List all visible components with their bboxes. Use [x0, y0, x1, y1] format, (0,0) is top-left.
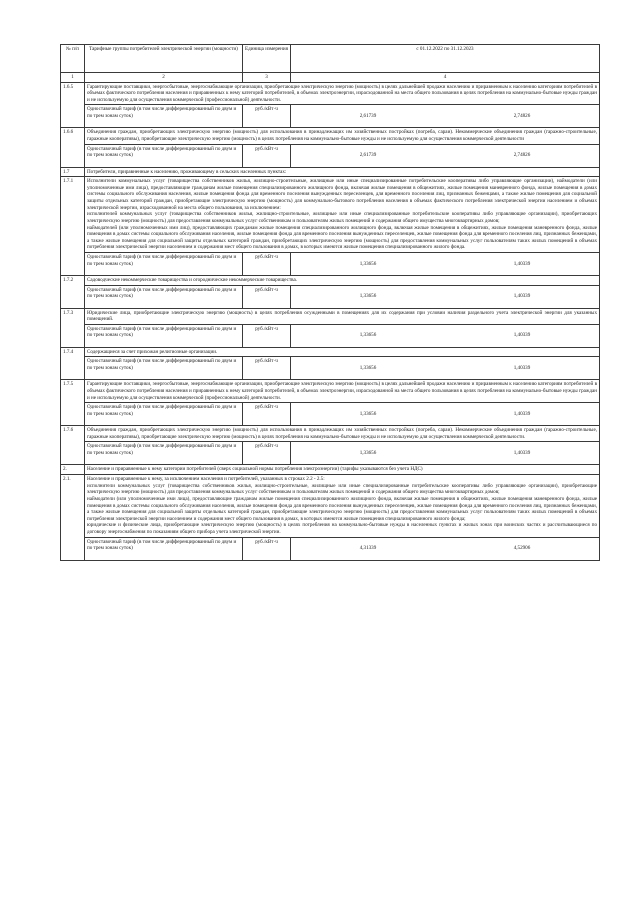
tariff-value-row	[61, 105, 600, 128]
table-row	[61, 82, 600, 105]
row-description	[85, 128, 600, 144]
tariff-type-label: Одноставочный тариф (в том числе дифференцированный по двум и по трем зонам суток)	[85, 285, 243, 308]
tariff-values	[291, 105, 599, 127]
unit-cell: руб./кВт·ч	[243, 144, 291, 167]
description-paragraph: наймодателей (или уполномоченных ими лиц), предоставляющих гражданам жилые помещения специализированного жилищного фонда, включая жилые помещения в общежитиях, жилые помещения маневренного фонда, жилые помещения в домах системы социального обслуживания населения, жилые помещения фонда для временного поселения вынужденных переселенцев, жилые помещения фонда для временного поселения лиц, признанных беженцами, а также жилые помещения для социальной защиты отдельных категорий граждан, приобретающих электрическую энергию (мощность) для предоставления коммунальных услуг пользователям таких жилых помещений в объемах потребления электрической энергии населением и содержания мест общего пользования в домах, в которых имеются жилые помещения специализированного жилого фонда.	[87, 224, 597, 251]
tariff-value-row	[61, 285, 600, 308]
tariff-values-cell	[291, 252, 600, 275]
tariff-value-first-half: 1,33656	[359, 410, 377, 417]
description-paragraph: Содержащиеся за счет прихожан религиозные организации.	[87, 348, 218, 355]
unit-cell: руб./кВт·ч	[243, 324, 291, 347]
tariff-value-second-half: 1,40339	[513, 332, 531, 339]
row-description	[85, 177, 600, 253]
table-row	[61, 347, 600, 357]
tariff-type-label: Одноставочный тариф (в том числе дифференцированный по двум и по трем зонам суток)	[85, 252, 243, 275]
table-row	[61, 177, 600, 253]
tariff-type-label: Одноставочный тариф (в том числе дифференцированный по двум и по трем зонам суток)	[85, 403, 243, 426]
tariff-values-cell	[291, 105, 600, 128]
tariff-type-label: Одноставочный тариф (в том числе дифференцированный по двум и по трем зонам суток)	[85, 144, 243, 167]
tariff-table	[60, 44, 600, 561]
description-paragraph: Юридические лица, приобретающие электрическую энергию (мощность) в целях потребления осужденными в помещениях для их содержания при условии наличия раздельного учета электрической энергии для указанных помещений.	[87, 309, 597, 323]
table-row	[61, 465, 600, 475]
row-description	[85, 347, 600, 357]
tariff-values	[291, 286, 599, 308]
row-description	[85, 426, 600, 442]
description-paragraph: Исполнители коммунальных услуг (товарищества собственников жилья, жилищно-строительные, жилищные или иные специализированные потребительские кооперативы либо управляющие организации), наймодатели (или уполномоченные ими лица), предоставляющие гражданам жилые помещения специализированного жилищного фонда, включая жилые помещения в общежитиях, жилые помещения маневренного фонда, жилые помещения в домах системы социального обслуживания населения, жилые помещения фонда для временного поселения вынужденных переселенцев, для временного поселения лиц, признанных беженцами, а также жилые помещения для социальной защиты отдельных категорий граждан, приобретающие электрическую энергию (мощность) для коммунально-бытового потребления населения в объемах фактического потребления электрической энергии населением и объемах электрической энергии, израсходованной на места общего пользования, за исключением:	[87, 178, 597, 211]
table-row	[61, 308, 600, 324]
tariff-values	[291, 403, 599, 425]
index-3: 3	[243, 73, 291, 83]
tariff-type-label: Одноставочный тариф (в том числе дифференцированный по двум и по трем зонам суток)	[85, 105, 243, 128]
description-paragraph: Потребители, приравненные к населению, проживающему в сельских населенных пунктах:	[87, 168, 287, 175]
row-number: 1.7	[61, 167, 85, 177]
tariff-value-row	[61, 324, 600, 347]
tariff-value-second-half: 1,40339	[513, 293, 531, 300]
index-row	[61, 73, 600, 83]
unit-cell: руб./кВт·ч	[243, 252, 291, 275]
tariff-value-second-half: 1,40339	[513, 450, 531, 457]
tariff-value-first-half: 2,61739	[359, 152, 377, 159]
tariff-value-first-half: 2,61739	[359, 113, 377, 120]
tariff-values-cell	[291, 324, 600, 347]
unit-cell: руб./кВт·ч	[243, 537, 291, 560]
tariff-value-second-half: 4,52906	[513, 545, 531, 552]
tariff-value-row	[61, 442, 600, 465]
tariff-values-cell	[291, 442, 600, 465]
row-description	[85, 380, 600, 403]
tariff-value-second-half: 2,74826	[513, 113, 531, 120]
tariff-type-label: Одноставочный тариф (в том числе дифференцированный по двум и по трем зонам суток)	[85, 537, 243, 560]
index-2: 2	[85, 73, 243, 83]
description-paragraph: исполнители коммунальных услуг (товарищества собственников жилья, жилищно-строительные, жилищные или иные специализированные потребительские кооперативы либо управляющие организации), приобретающие электрическую энергию (мощность) для предоставления коммунальных услуг собственникам и пользователям жилых помещений и содержания общего имущества многоквартирных домов;	[87, 482, 597, 496]
description-paragraph: Гарантирующие поставщики, энергосбытовые, энергоснабжающие организации, приобретающие электрическую энергию (мощность) в целях дальнейшей продажи населению и приравненным к населению категориям потребителей в объемах фактического потребления населения и приравненных к нему категорий потребителей, в объемах электроэнергии, израсходованной на места общего пользования в целях потребления на коммунально-бытовые нужды граждан и не используемую для осуществления коммерческой (профессиональной) деятельности.	[87, 83, 597, 103]
header-row	[61, 45, 600, 73]
tariff-values	[291, 253, 599, 275]
tariff-value-row	[61, 357, 600, 380]
tariff-values-cell	[291, 537, 600, 560]
unit-cell: руб./кВт·ч	[243, 285, 291, 308]
description-paragraph: Население и приравненные к нему, за исключением населения и потребителей, указанных в строках 2.2 - 2.5:	[87, 476, 325, 483]
table-row	[61, 275, 600, 285]
description-paragraph: Объединения граждан, приобретающих электрическую энергию (мощность) для использования в принадлежащих им хозяйственных постройках (погреба, сараи). Некоммерческие объединения граждан (гаражно-строительные, гаражные кооперативы), приобретающие электрическую энергию (мощность) в целях потребления на коммунально-бытовые нужды и не используемую для осуществления коммерческой деятельности	[87, 129, 597, 143]
description-paragraph: Гарантирующие поставщики, энергосбытовые, энергоснабжающие организации, приобретающие электрическую энергию (мощность) в целях дальнейшей продажи населению и приравненным к населению категориям потребителей в объемах фактического потребления населения и приравненных к нему категорий потребителей, в объемах электроэнергии, израсходованной на места общего пользования в целях потребления на коммунально-бытовые нужды граждан и не используемую для осуществления коммерческой (профессиональной) деятельности.	[87, 381, 597, 401]
header-period: с 01.12.2022 по 31.12.2023	[291, 45, 600, 73]
description-paragraph: наймодатели (или уполномоченные ими лица), предоставляющие гражданам жилые помещения специализированного жилищного фонда, включая жилые помещения в общежитиях, жилые помещения маневренного фонда, жилые помещения в домах системы социального обслуживания населения, жилые помещения фонда для временного поселения вынужденных переселенцев, жилые помещения фонда для временного поселения лиц, признанных беженцами, а также жилые помещения для социальной защиты отдельных категорий граждан, приобретающие электрическую энергию (мощность) для предоставления коммунальных услуг пользователям таких жилых помещений в объемах потребления электрической энергии населением и содержания мест общего пользования в домах, в которых имеются жилые помещения специализированного жилого фонда;	[87, 495, 597, 522]
row-description	[85, 275, 600, 285]
tariff-values-cell	[291, 403, 600, 426]
description-paragraph: Объединения граждан, приобретающих электрическую энергию (мощность) для использования в принадлежащих им хозяйственных постройках (погреба, сараи). Некоммерческие объединения граждан (гаражно-строительные, гаражные кооперативы), приобретающие электрическую энергию (мощность) в целях потребления на коммунально-бытовые нужды и не используемую для осуществления коммерческой деятельности.	[87, 427, 597, 440]
tariff-values-cell	[291, 144, 600, 167]
row-number: 1.7.5	[61, 380, 85, 426]
tariff-value-first-half: 1,33656	[359, 450, 377, 457]
tariff-table-body	[61, 45, 600, 561]
table-row	[61, 426, 600, 442]
header-groups: Тарифные группы потребителей электрической энергии (мощности)	[85, 45, 243, 73]
tariff-value-second-half: 2,74826	[513, 152, 531, 159]
description-paragraph: Садоводческие некоммерческие товарищества и огороднические некоммерческие товарищества.	[87, 276, 298, 283]
tariff-values-cell	[291, 357, 600, 380]
table-row	[61, 380, 600, 403]
table-row	[61, 128, 600, 144]
unit-cell: руб./кВт·ч	[243, 105, 291, 128]
row-number: 2.1.	[61, 475, 85, 560]
table-row	[61, 167, 600, 177]
row-description	[85, 167, 600, 177]
header-unit: Единица измерения	[243, 45, 291, 73]
row-number: 1.7.3	[61, 308, 85, 347]
unit-cell: руб./кВт·ч	[243, 357, 291, 380]
tariff-type-label: Одноставочный тариф (в том числе дифференцированный по двум и по трем зонам суток)	[85, 442, 243, 465]
row-number: 2.	[61, 465, 85, 475]
tariff-value-first-half: 1,33656	[359, 332, 377, 339]
tariff-values	[291, 538, 599, 560]
table-row	[61, 475, 600, 537]
description-paragraph: Население и приравненные к нему категории потребителей (сверх социальной нормы потребления электроэнергии) (тарифы указываются без учета НДС)	[87, 466, 423, 473]
tariff-values	[291, 145, 599, 167]
description-paragraph: исполнителей коммунальных услуг (товарищества собственников жилья, жилищно-строительные, жилищные или иные специализированные потребительские кооперативы либо управляющие организации), приобретающих электрическую энергию (мощность) для предоставления коммунальных услуг собственникам и пользователям жилых помещений и содержания общего имущества многоквартирных домов;	[87, 211, 597, 224]
row-number: 1.6.5	[61, 82, 85, 128]
row-description	[85, 308, 600, 324]
unit-cell: руб./кВт·ч	[243, 403, 291, 426]
tariff-values-cell	[291, 285, 600, 308]
tariff-value-first-half: 1,33656	[359, 293, 377, 300]
tariff-value-row	[61, 537, 600, 560]
tariff-values	[291, 325, 599, 347]
tariff-value-first-half: 1,33656	[359, 365, 377, 372]
row-number: 1.7.6	[61, 426, 85, 465]
tariff-value-second-half: 1,40339	[513, 365, 531, 372]
row-description	[85, 82, 600, 105]
row-number: 1.7.1	[61, 177, 85, 276]
tariff-type-label: Одноставочный тариф (в том числе дифференцированный по двум и по трем зонам суток)	[85, 324, 243, 347]
row-description	[85, 475, 600, 537]
tariff-value-row	[61, 252, 600, 275]
row-description	[85, 465, 600, 475]
tariff-value-second-half: 1,40339	[513, 410, 531, 417]
header-num: № п/п	[61, 45, 85, 73]
tariff-value-second-half: 1,40339	[513, 260, 531, 267]
description-paragraph: юридические и физические лица, приобретающие электрическую энергию (мощность) в целях потребления на коммунально-бытовые нужды в населенных пунктах и жилых зонах при воинских частях и рассчитывающиеся по договору энергоснабжения по показаниям общего прибора учета электрической энергии.	[87, 522, 597, 535]
tariff-value-row	[61, 144, 600, 167]
row-number: 1.7.4	[61, 347, 85, 380]
unit-cell: руб./кВт·ч	[243, 442, 291, 465]
tariff-value-first-half: 1,33656	[359, 260, 377, 267]
index-4: 4	[291, 73, 600, 83]
tariff-value-row	[61, 403, 600, 426]
tariff-type-label: Одноставочный тариф (в том числе дифференцированный по двум и по трем зонам суток)	[85, 357, 243, 380]
tariff-values	[291, 357, 599, 379]
tariff-values	[291, 442, 599, 464]
row-number: 1.6.6	[61, 128, 85, 167]
tariff-value-first-half: 4,31339	[359, 545, 377, 552]
index-1: 1	[61, 73, 85, 83]
row-number: 1.7.2	[61, 275, 85, 308]
